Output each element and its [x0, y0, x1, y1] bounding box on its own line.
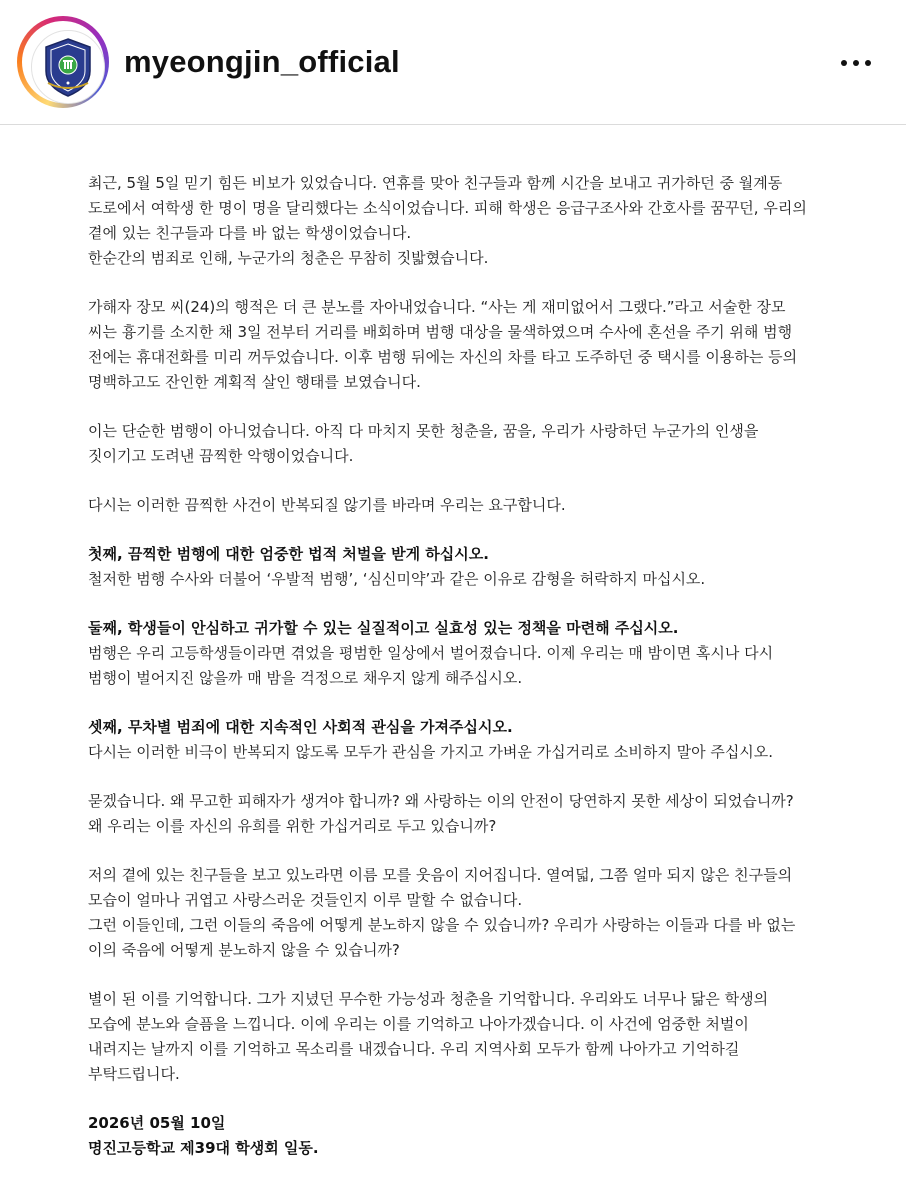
- text-line: 모습이 얼마나 귀엽고 사랑스러운 것들인지 이루 말할 수 없습니다.: [88, 891, 523, 909]
- text-line: 왜 우리는 이를 자신의 유희를 위한 가십거리로 두고 있습니까?: [88, 817, 497, 835]
- text-line: 한순간의 범죄로 인해, 누군가의 청춘은 무참히 짓밟혔습니다.: [88, 249, 489, 267]
- statement-text: [88, 171, 828, 1161]
- username[interactable]: myeongjin_official: [124, 44, 400, 79]
- school-crest-icon: [31, 30, 105, 104]
- letter-paragraph: [88, 493, 828, 518]
- text-line: 내려지는 날까지 이를 기억하고 목소리를 내겠습니다. 우리 지역사회 모두가 함께 나아가고 기억하길: [88, 1040, 740, 1058]
- avatar[interactable]: [17, 16, 109, 108]
- text-line: 곁에 있는 친구들과 다를 바 없는 학생이었습니다.: [88, 224, 412, 242]
- text-line: 가해자 장모 씨(24)의 행적은 더 큰 분노를 자아내었습니다. “사는 게 재미없어서 그랬다.”라고 서술한 장모: [88, 298, 786, 316]
- letter-paragraph: [88, 419, 828, 469]
- text-line: 다시는 이러한 끔찍한 사건이 반복되질 않기를 바라며 우리는 요구합니다.: [88, 496, 566, 514]
- demand-heading: 둘째, 학생들이 안심하고 귀가할 수 있는 실질적이고 실효성 있는 정책을 마련해 주십시오.: [88, 619, 679, 637]
- demand-heading: 셋째, 무차별 범죄에 대한 지속적인 사회적 관심을 가져주십시오.: [88, 718, 513, 736]
- text-line: 별이 된 이를 기억합니다. 그가 지녔던 무수한 가능성과 청춘을 기억합니다. 우리와도 너무나 닮은 학생의: [88, 990, 769, 1008]
- statement-image: [0, 125, 906, 1200]
- letter-paragraph: [88, 542, 828, 592]
- text-line: 부탁드립니다.: [88, 1065, 180, 1083]
- text-line: 이는 단순한 범행이 아니었습니다. 아직 다 마치지 못한 청춘을, 꿈을, 우리가 사랑하던 누군가의 인생을: [88, 422, 759, 440]
- letter-paragraph: [88, 171, 828, 271]
- letter-date: 2026년 05월 10일: [88, 1114, 226, 1132]
- text-line: 짓이기고 도려낸 끔찍한 악행이었습니다.: [88, 447, 354, 465]
- letter-signature: 명진고등학교 제39대 학생회 일동.: [88, 1139, 319, 1157]
- text-line: 최근, 5월 5일 믿기 힘든 비보가 있었습니다. 연휴를 맞아 친구들과 함께 시간을 보내고 귀가하던 중 월계동: [88, 174, 783, 192]
- text-line: 묻겠습니다. 왜 무고한 피해자가 생겨야 합니까? 왜 사랑하는 이의 안전이 당연하지 못한 세상이 되었습니까?: [88, 792, 794, 810]
- text-line: 전에는 휴대전화를 미리 꺼두었습니다. 이후 범행 뒤에는 자신의 차를 타고 도주하던 중 택시를 이용하는 등의: [88, 348, 798, 366]
- text-line: 범행은 우리 고등학생들이라면 겪었을 평범한 일상에서 벌어졌습니다. 이제 우리는 매 밤이면 혹시나 다시: [88, 644, 774, 662]
- post-header: [0, 0, 906, 125]
- text-line: 이의 죽음에 어떻게 분노하지 않을 수 있습니까?: [88, 941, 400, 959]
- letter-paragraph: [88, 715, 828, 765]
- text-line: 저의 곁에 있는 친구들을 보고 있노라면 이름 모를 웃음이 지어집니다. 열여덟, 그쯤 얼마 되지 않은 친구들의: [88, 866, 793, 884]
- text-line: 범행이 벌어지진 않을까 매 밤을 걱정으로 채우지 않게 해주십시오.: [88, 669, 523, 687]
- text-line: 도로에서 여학생 한 명이 명을 달리했다는 소식이었습니다. 피해 학생은 응급구조사와 간호사를 꿈꾸던, 우리의: [88, 199, 807, 217]
- text-line: 그런 이들인데, 그런 이들의 죽음에 어떻게 분노하지 않을 수 있습니까? 우리가 사랑하는 이들과 다를 바 없는: [88, 916, 796, 934]
- text-line: 모습에 분노와 슬픔을 느낍니다. 이에 우리는 이를 기억하고 나아가겠습니다. 이 사건에 엄중한 처벌이: [88, 1015, 749, 1033]
- letter-paragraph: [88, 616, 828, 691]
- text-line: 명백하고도 잔인한 계획적 살인 행태를 보였습니다.: [88, 373, 421, 391]
- demand-heading: 첫째, 끔찍한 범행에 대한 엄중한 법적 처벌을 받게 하십시오.: [88, 545, 489, 563]
- letter-paragraph: [88, 863, 828, 963]
- letter-paragraph: [88, 295, 828, 395]
- letter-paragraph: [88, 987, 828, 1087]
- text-line: 다시는 이러한 비극이 반복되지 않도록 모두가 관심을 가지고 가벼운 가십거리로 소비하지 말아 주십시오.: [88, 743, 774, 761]
- text-line: 철저한 범행 수사와 더불어 ‘우발적 범행’, ‘심신미약’과 같은 이유로 감형을 허락하지 마십시오.: [88, 570, 706, 588]
- more-options-icon[interactable]: [836, 48, 876, 78]
- signature-block: [88, 1111, 828, 1161]
- text-line: 씨는 흉기를 소지한 채 3일 전부터 거리를 배회하며 범행 대상을 물색하였으며 수사에 혼선을 주기 위해 범행: [88, 323, 793, 341]
- letter-paragraph: [88, 789, 828, 839]
